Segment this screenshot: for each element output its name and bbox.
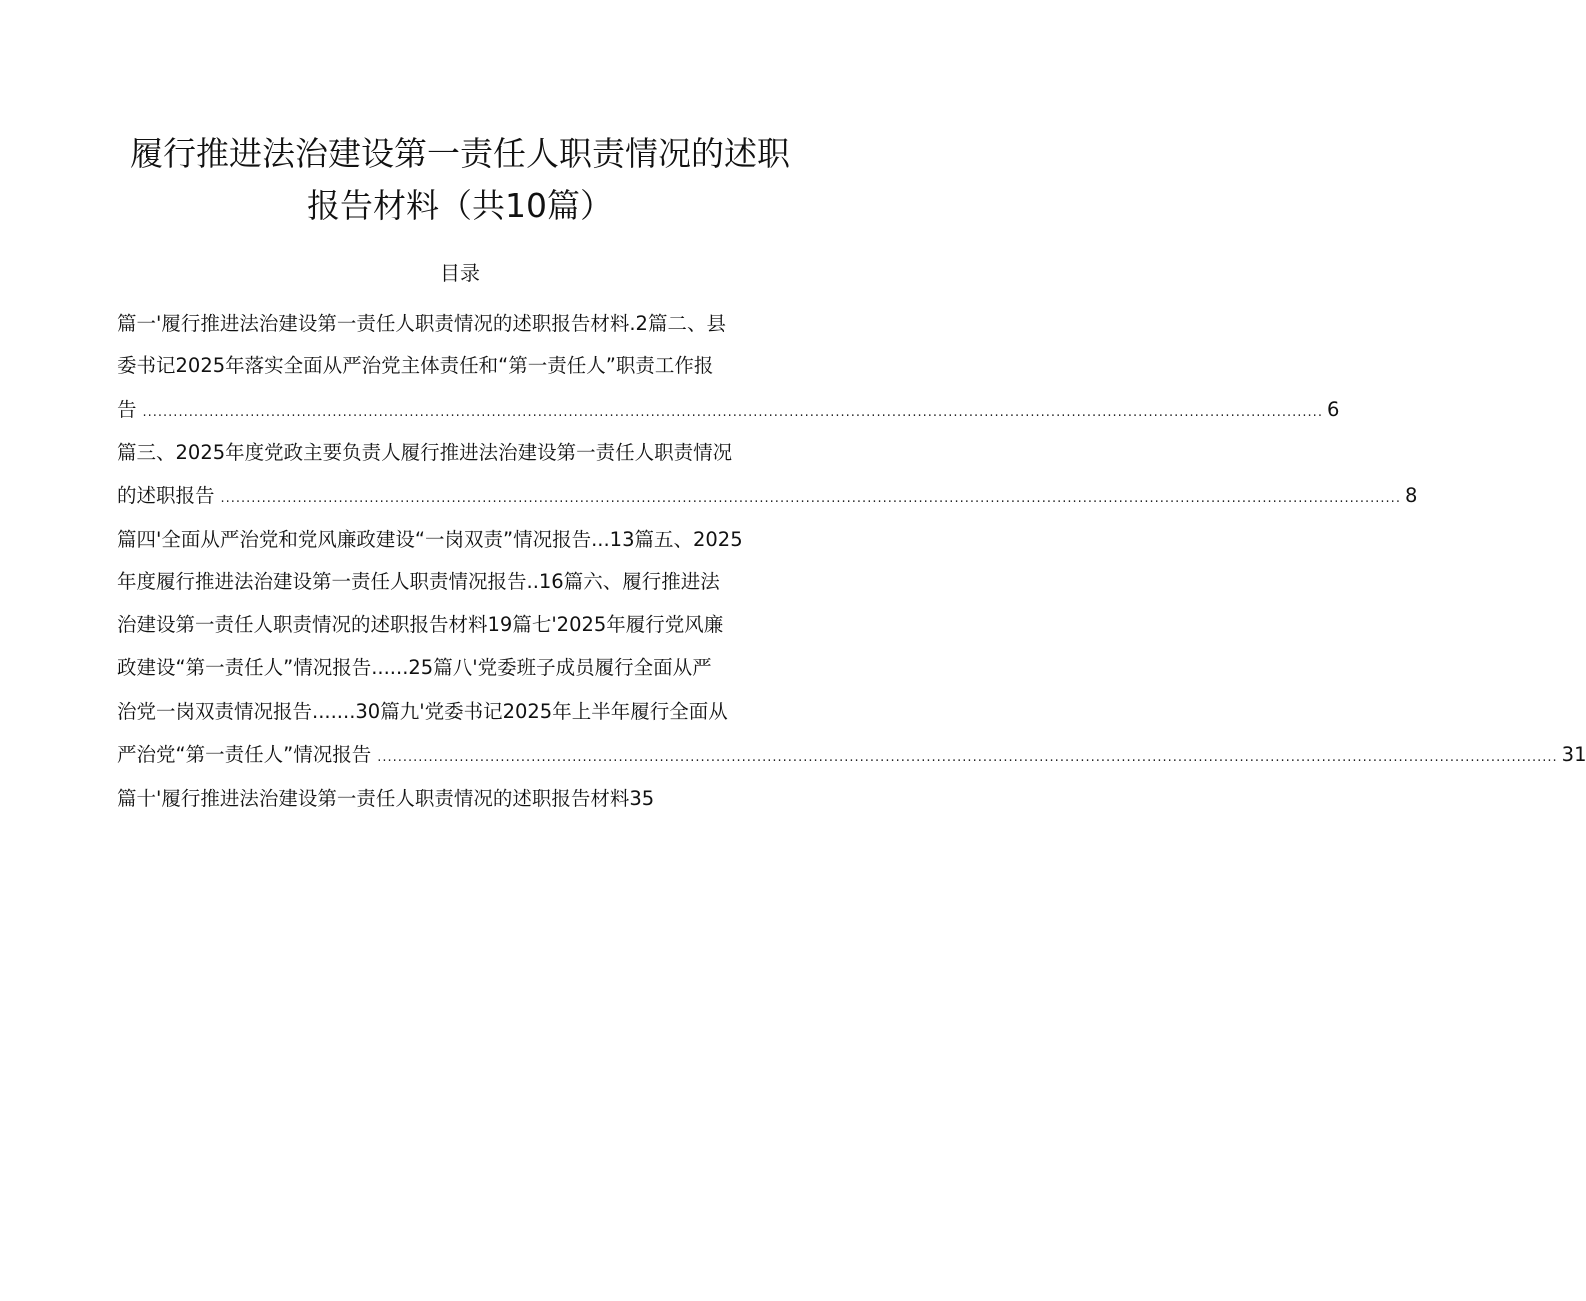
toc-line: 篇四'全面从严治党和党风廉政建设“一岗双责”情况报告...13篇五、2025 — [117, 528, 743, 551]
toc-entry-text: 的述职报告 — [117, 484, 215, 507]
toc-line: 篇三、2025年度党政主要负责人履行推进法治建设第一责任人职责情况 — [117, 441, 733, 464]
toc-entry-text: 告 — [117, 398, 137, 421]
toc-line: 委书记2025年落实全面从严治党主体责任和“第一责任人”职责工作报 — [117, 354, 714, 377]
toc-leader-dots: ...................................................................................................................................................................................................................................... — [220, 491, 1401, 506]
toc-entry-leader — [117, 740, 1586, 773]
toc-page-number: 31 — [1561, 743, 1586, 766]
toc-entry-leader — [117, 481, 1418, 514]
toc-page-number: 8 — [1404, 484, 1418, 507]
toc-leader-dots: ...................................................................................................................................................................................................................................... — [377, 750, 1558, 765]
toc-line: 政建设“第一责任人”情况报告......25篇八'党委班子成员履行全面从严 — [117, 656, 712, 679]
document-title — [110, 128, 810, 232]
toc-line: 篇十'履行推进法治建设第一责任人职责情况的述职报告材料35 — [117, 787, 655, 810]
toc-line: 篇一'履行推进法治建设第一责任人职责情况的述职报告材料.2篇二、县 — [117, 312, 726, 335]
toc-line: 年度履行推进法治建设第一责任人职责情况报告..16篇六、履行推进法 — [117, 570, 720, 593]
toc-line: 治建设第一责任人职责情况的述职报告材料19篇七'2025年履行党风廉 — [117, 613, 724, 636]
toc-page-number: 6 — [1326, 398, 1340, 421]
toc-line: 治党一岗双责情况报告.......30篇九'党委书记2025年上半年履行全面从 — [117, 700, 728, 723]
title-line-2: 报告材料（共10篇） — [307, 186, 613, 225]
toc-leader-dots: ...................................................................................................................................................................................................................................... — [142, 405, 1323, 420]
toc-entry-text: 严治党“第一责任人”情况报告 — [117, 743, 372, 766]
title-line-1: 履行推进法治建设第一责任人职责情况的述职 — [130, 134, 790, 173]
toc-heading: 目录 — [440, 261, 480, 285]
toc-entry-leader — [117, 395, 1340, 428]
